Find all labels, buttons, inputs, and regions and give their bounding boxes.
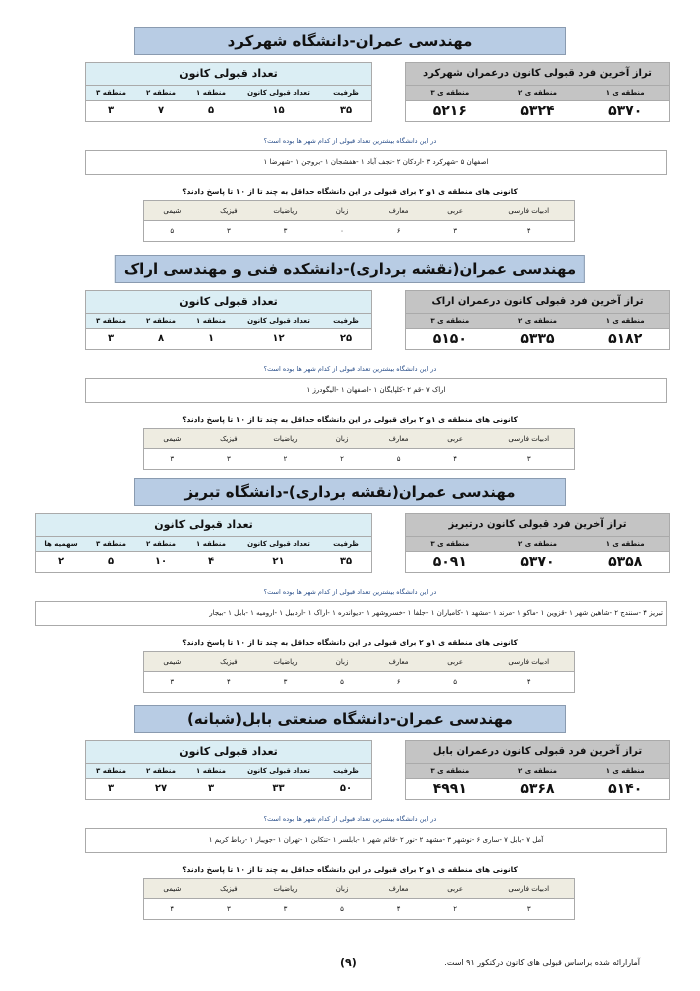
table-header: تعداد قبولی کانون bbox=[36, 514, 371, 537]
table-cell: ۵ bbox=[340, 905, 344, 913]
column-header: منطقه ۱ bbox=[195, 767, 226, 775]
column-header: زبان bbox=[335, 435, 349, 443]
table-cell: ۳ bbox=[526, 905, 531, 913]
table-cell: ۳ bbox=[207, 783, 215, 794]
column-header: منطقه ۲ bbox=[145, 89, 176, 97]
column-header: منطقه ۱ bbox=[195, 89, 226, 97]
values-row bbox=[406, 328, 669, 349]
column-header: منطقه ۳ bbox=[95, 540, 126, 548]
table-cell: ۳ bbox=[226, 905, 231, 913]
column-header: منطقه ۲ bbox=[145, 767, 176, 775]
table-cell: ۳ bbox=[283, 227, 288, 235]
cities-text: تبریز ۴ -سنندج ۲ -شاهین شهر ۱ -قزوین ۱ -ماکو ۱ -مرند ۱ -مشهد ۱ -کامیاران ۱ -جلفا ۱ -خسروشهر ۱ -دیواندره ۱ -اراک ۱ -اردبیل ۱ -ارومیه ۱ -بابل ۱ -بیجار bbox=[209, 609, 663, 617]
table-cell: ۳ bbox=[283, 678, 288, 686]
table-cell: ۵۱۴۰ bbox=[608, 781, 643, 797]
column-header: فیزیک bbox=[220, 885, 238, 893]
table-cell: ۵۳۵۸ bbox=[608, 554, 643, 570]
column-header: معارف bbox=[388, 885, 409, 893]
subject-scores-table bbox=[143, 651, 575, 693]
values-row bbox=[86, 328, 371, 349]
column-header: ظرفیت bbox=[333, 317, 359, 325]
column-header: منطقه ی ۲ bbox=[518, 89, 557, 97]
table-cell: ۱۰ bbox=[154, 556, 168, 567]
table-cell: ۴ bbox=[207, 556, 215, 567]
table-cell: ۶ bbox=[396, 227, 401, 235]
table-cell: ۵ bbox=[107, 556, 115, 567]
table-cell: ۲۱ bbox=[272, 556, 285, 567]
table-header: تعداد قبولی کانون bbox=[86, 291, 371, 314]
column-header: زبان bbox=[335, 885, 349, 893]
subjects-question: کانونی های منطقه ی ۱و ۲ برای قبولی در این دانشگاه حداقل به چند تا از ۱۰ تا پاسخ دادند؟ bbox=[182, 638, 518, 647]
table-cell: ۴ bbox=[526, 678, 531, 686]
values-row bbox=[86, 778, 371, 799]
table-cell: ۳ bbox=[107, 105, 115, 116]
column-header: منطقه ی ۳ bbox=[430, 540, 470, 548]
cities-question: در این دانشگاه بیشترین تعداد قبولی از کدام شهر ها بوده است؟ bbox=[263, 365, 437, 373]
values-row bbox=[406, 551, 669, 572]
column-header: ریاضیات bbox=[273, 885, 298, 893]
table-cell: ۳ bbox=[170, 455, 175, 463]
cities-list bbox=[85, 828, 667, 853]
cities-text: اراک ۷ -قم ۲ -کلپایگان ۱ -اصفهان ۱ -الیگودرز ۱ bbox=[306, 386, 446, 394]
column-header: ریاضیات bbox=[273, 207, 298, 215]
table-cell: ۵۳۲۴ bbox=[520, 103, 555, 119]
column-header: شیمی bbox=[163, 885, 182, 893]
subjects-question: کانونی های منطقه ی ۱و ۲ برای قبولی در این دانشگاه حداقل به چند تا از ۱۰ تا پاسخ دادند؟ bbox=[182, 415, 518, 424]
column-header: ادبیات فارسی bbox=[508, 658, 550, 666]
column-header: عربی bbox=[447, 435, 464, 443]
column-headers bbox=[144, 652, 574, 672]
column-header: منطقه ۳ bbox=[95, 89, 126, 97]
column-header: ظرفیت bbox=[333, 767, 359, 775]
column-headers bbox=[36, 537, 371, 551]
table-cell: ۳ bbox=[226, 227, 231, 235]
column-header: عربی bbox=[447, 207, 464, 215]
column-header: عربی bbox=[447, 885, 464, 893]
table-cell: ۴ bbox=[526, 227, 531, 235]
subjects-question: کانونی های منطقه ی ۱و ۲ برای قبولی در این دانشگاه حداقل به چند تا از ۱۰ تا پاسخ دادند؟ bbox=[182, 187, 518, 196]
table-cell: ۳ bbox=[453, 227, 458, 235]
table-cell: ۳ bbox=[283, 905, 288, 913]
table-header: تعداد قبولی کانون bbox=[86, 741, 371, 764]
last-admitted-score-table bbox=[405, 290, 670, 350]
table-cell: ۲ bbox=[283, 455, 288, 463]
table-cell: ۱۲ bbox=[272, 333, 285, 344]
acceptance-count-table bbox=[85, 62, 372, 122]
column-header: معارف bbox=[388, 658, 409, 666]
table-cell: ۷ bbox=[157, 105, 165, 116]
column-header: شیمی bbox=[163, 207, 182, 215]
university-section bbox=[0, 705, 700, 933]
table-cell: ۵۱۸۲ bbox=[608, 331, 643, 347]
column-header: شیمی bbox=[163, 435, 182, 443]
column-header: ریاضیات bbox=[273, 435, 298, 443]
university-section bbox=[0, 478, 700, 706]
table-cell: ۵۳۳۵ bbox=[520, 331, 555, 347]
table-cell: ۵۳۶۸ bbox=[520, 781, 555, 797]
column-header: منطقه ۲ bbox=[145, 540, 176, 548]
table-cell: ۲۷ bbox=[154, 783, 168, 794]
column-header: شیمی bbox=[163, 658, 182, 666]
table-cell: ۱۵ bbox=[272, 105, 285, 116]
section-title: مهندسی عمران-دانشگاه شهرکرد bbox=[134, 27, 566, 55]
table-cell: ۵۰ bbox=[339, 783, 353, 794]
table-cell: ۴ bbox=[226, 678, 231, 686]
column-headers bbox=[86, 764, 371, 778]
acceptance-count-table bbox=[85, 290, 372, 350]
cities-question: در این دانشگاه بیشترین تعداد قبولی از کدام شهر ها بوده است؟ bbox=[263, 588, 437, 596]
subject-scores-table bbox=[143, 428, 575, 470]
column-header: زبان bbox=[335, 207, 349, 215]
table-cell: ۵۲۱۶ bbox=[432, 103, 467, 119]
column-header: منطقه ی ۲ bbox=[518, 540, 557, 548]
subject-scores-table bbox=[143, 200, 575, 242]
column-headers bbox=[144, 429, 574, 449]
column-header: فیزیک bbox=[220, 658, 238, 666]
table-cell: ۳ bbox=[107, 333, 115, 344]
column-header: منطقه ۱ bbox=[195, 317, 226, 325]
column-header: تعداد قبولی کانون bbox=[247, 89, 310, 97]
values-row bbox=[144, 449, 574, 469]
table-cell: ۴ bbox=[170, 905, 175, 913]
column-header: منطقه ی ۱ bbox=[605, 89, 645, 97]
column-headers bbox=[406, 764, 669, 778]
last-admitted-score-table bbox=[405, 62, 670, 122]
values-row bbox=[144, 221, 574, 241]
table-cell: ۲ bbox=[57, 556, 65, 567]
column-header: معارف bbox=[388, 207, 409, 215]
table-header: تراز آخرین فرد قبولی کانون درعمران اراک bbox=[406, 291, 669, 314]
values-row bbox=[36, 551, 371, 572]
table-cell: ۵ bbox=[207, 105, 215, 116]
university-section bbox=[0, 255, 700, 483]
column-header: ادبیات فارسی bbox=[508, 435, 550, 443]
last-admitted-score-table bbox=[405, 513, 670, 573]
column-headers bbox=[144, 201, 574, 221]
cities-list bbox=[35, 601, 667, 626]
column-header: معارف bbox=[388, 435, 409, 443]
values-row bbox=[406, 100, 669, 121]
footer-note: آمارارائه شده براساس قبولی های کانون درکنکور ۹۱ است. bbox=[444, 958, 640, 967]
column-header: منطقه ۳ bbox=[95, 767, 126, 775]
table-cell: ۳ bbox=[226, 455, 231, 463]
column-header: منطقه ی ۳ bbox=[430, 89, 470, 97]
table-cell: ۵ bbox=[340, 678, 344, 686]
table-cell: ۵۱۵۰ bbox=[432, 331, 467, 347]
table-cell: ۵ bbox=[453, 678, 458, 686]
values-row bbox=[406, 778, 669, 799]
table-header: تراز آخرین فرد قبولی کانون درعمران شهرکرد bbox=[406, 63, 669, 86]
cities-question: در این دانشگاه بیشترین تعداد قبولی از کدام شهر ها بوده است؟ bbox=[263, 137, 437, 145]
column-header: تعداد قبولی کانون bbox=[247, 767, 310, 775]
table-cell: ۲۵ bbox=[339, 333, 353, 344]
table-cell: ۴۹۹۱ bbox=[432, 781, 467, 797]
column-header: زبان bbox=[335, 658, 349, 666]
column-header: فیزیک bbox=[220, 207, 238, 215]
table-cell: ۰ bbox=[340, 227, 344, 235]
column-header: منطقه ی ۳ bbox=[430, 317, 470, 325]
section-title: مهندسی عمران-دانشگاه صنعتی بابل(شبانه) bbox=[134, 705, 566, 733]
column-header: منطقه ی ۱ bbox=[605, 540, 645, 548]
table-header: تعداد قبولی کانون bbox=[86, 63, 371, 86]
table-cell: ۵۰۹۱ bbox=[432, 554, 467, 570]
column-header: منطقه ی ۳ bbox=[430, 767, 470, 775]
column-header: منطقه ۱ bbox=[195, 540, 226, 548]
table-cell: ۵۳۷۰ bbox=[520, 554, 555, 570]
column-headers bbox=[144, 879, 574, 899]
table-header: تراز آخرین فرد قبولی کانون درعمران بابل bbox=[406, 741, 669, 764]
column-header: ظرفیت bbox=[333, 89, 359, 97]
values-row bbox=[144, 899, 574, 919]
last-admitted-score-table bbox=[405, 740, 670, 800]
column-header: ادبیات فارسی bbox=[508, 207, 550, 215]
table-cell: ۳ bbox=[526, 455, 531, 463]
column-header: فیزیک bbox=[220, 435, 238, 443]
values-row bbox=[144, 672, 574, 692]
acceptance-count-table bbox=[85, 740, 372, 800]
table-cell: ۳ bbox=[107, 783, 115, 794]
column-header: منطقه ۳ bbox=[95, 317, 126, 325]
column-header: ریاضیات bbox=[273, 658, 298, 666]
column-header: تعداد قبولی کانون bbox=[247, 317, 310, 325]
column-headers bbox=[406, 86, 669, 100]
table-cell: ۱ bbox=[207, 333, 215, 344]
table-cell: ۲ bbox=[453, 905, 458, 913]
column-headers bbox=[86, 314, 371, 328]
column-header: ظرفیت bbox=[333, 540, 359, 548]
table-header: تراز آخرین فرد قبولی کانون درتبریز bbox=[406, 514, 669, 537]
column-header: منطقه ی ۱ bbox=[605, 317, 645, 325]
cities-list bbox=[85, 150, 667, 175]
section-title: مهندسی عمران(نقشه برداری)-دانشکده فنی و مهندسی اراک bbox=[115, 255, 585, 283]
table-cell: ۳۳ bbox=[272, 783, 285, 794]
table-cell: ۸ bbox=[157, 333, 165, 344]
table-cell: ۵ bbox=[170, 227, 175, 235]
column-headers bbox=[86, 86, 371, 100]
column-headers bbox=[406, 314, 669, 328]
table-cell: ۴ bbox=[453, 455, 458, 463]
cities-text: اصفهان ۵ -شهرکرد ۳ -اردکان ۲ -نجف آباد ۱ -هفشجان ۱ -بروجن ۱ -شهرضا ۱ bbox=[263, 158, 489, 166]
column-header: منطقه ی ۲ bbox=[518, 767, 557, 775]
column-header: عربی bbox=[447, 658, 464, 666]
table-cell: ۵۳۷۰ bbox=[608, 103, 643, 119]
page-number: (۹) bbox=[340, 956, 357, 969]
subjects-question: کانونی های منطقه ی ۱و ۲ برای قبولی در این دانشگاه حداقل به چند تا از ۱۰ تا پاسخ دادند؟ bbox=[182, 865, 518, 874]
table-cell: ۶ bbox=[396, 678, 401, 686]
cities-text: آمل ۷ -بابل ۷ -ساری ۶ -نوشهر ۳ -مشهد ۲ -نور ۲ -قائم شهر ۱ -بابلسر ۱ -تنکابن ۱ -تهران ۱ -جویبار ۱ -رباط کریم ۱ bbox=[208, 836, 544, 844]
acceptance-count-table bbox=[35, 513, 372, 573]
column-header: منطقه ی ۱ bbox=[605, 767, 645, 775]
column-header: منطقه ۲ bbox=[145, 317, 176, 325]
column-header: سهمیه ها bbox=[44, 540, 78, 548]
column-headers bbox=[406, 537, 669, 551]
section-title: مهندسی عمران(نقشه برداری)-دانشگاه تبریز bbox=[134, 478, 566, 506]
table-cell: ۳۵ bbox=[339, 556, 353, 567]
table-cell: ۳۵ bbox=[339, 105, 353, 116]
values-row bbox=[86, 100, 371, 121]
table-cell: ۴ bbox=[396, 905, 401, 913]
university-section bbox=[0, 27, 700, 255]
column-header: ادبیات فارسی bbox=[508, 885, 550, 893]
table-cell: ۳ bbox=[170, 678, 175, 686]
subject-scores-table bbox=[143, 878, 575, 920]
table-cell: ۲ bbox=[340, 455, 344, 463]
column-header: تعداد قبولی کانون bbox=[247, 540, 310, 548]
cities-question: در این دانشگاه بیشترین تعداد قبولی از کدام شهر ها بوده است؟ bbox=[263, 815, 437, 823]
column-header: منطقه ی ۲ bbox=[518, 317, 557, 325]
cities-list bbox=[85, 378, 667, 403]
table-cell: ۵ bbox=[396, 455, 401, 463]
